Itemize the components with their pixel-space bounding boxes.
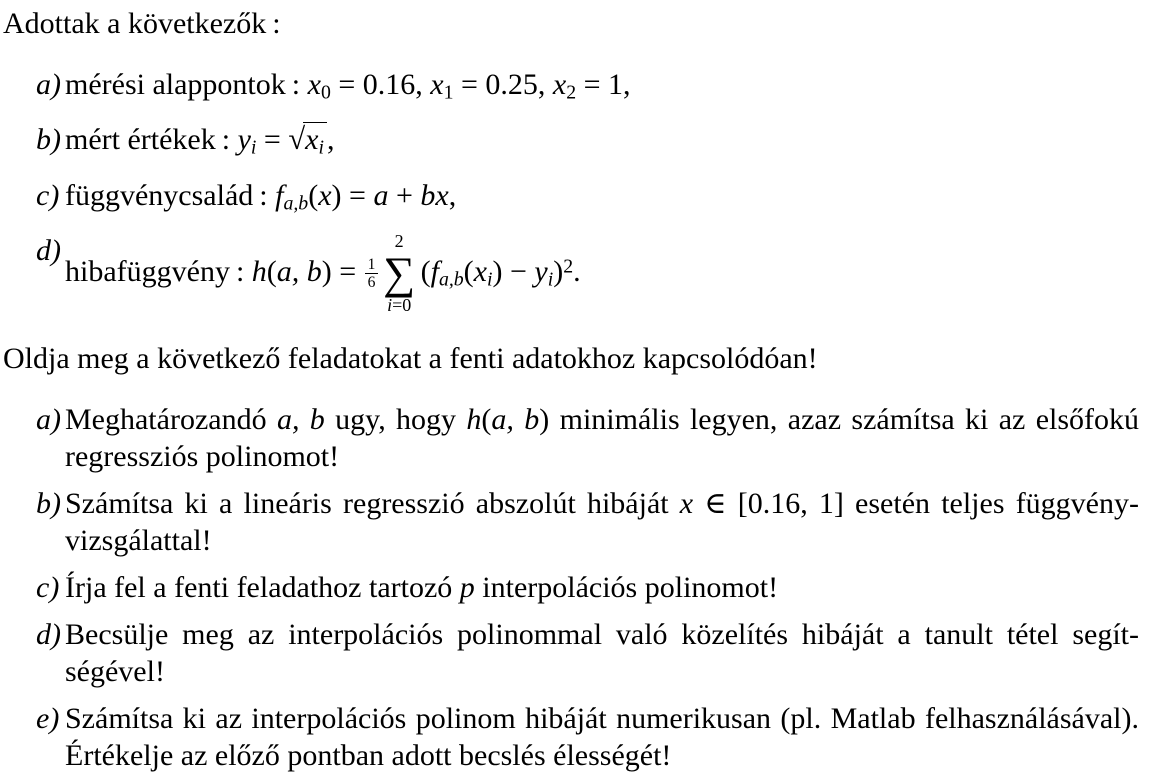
radicand: $x_i$ (303, 122, 327, 159)
list-item (3, 700, 1139, 774)
item-text: Meghatározandó a, b ugy, hogy h(a, b) minimális legyen, azaz számítsa ki az elsőfokú regressziós polinomot! (65, 402, 1140, 473)
fraction (365, 256, 377, 293)
item-label: a) (36, 68, 61, 101)
list-item (3, 66, 1139, 111)
item-text: Számítsa ki az interpolációs polinom hibáját numerikusan (pl. Matlab felhasználásával). Értékelje az előző pontban adott becslés élességét! (65, 701, 1139, 772)
item-label: c) (36, 178, 60, 212)
list-item (3, 232, 1139, 316)
item-text: hibafüggvény : h(a, b) = $\frac{1}{6}$ 2 ∑ i=0 $(f_{a,b}(x_i) - y_i)^2$. (65, 231, 581, 316)
list-item (3, 616, 1139, 690)
sum-upper-limit: 2 (394, 231, 404, 252)
item-text: mért értékek : $y_i = √x_i$ , (65, 121, 335, 159)
item-text: Számítsa ki a lineáris regresszió abszolút hibáját x ∈ [0.16, 1] esetén teljes függvényvizsgálattal! (65, 486, 1140, 557)
item-text: Becsülje meg az interpolációs polinommal való közelítés hibáját a tanult tétel segítségével! (65, 617, 1139, 688)
sigma-symbol: ∑ (383, 248, 416, 299)
sqrt-radical (288, 121, 327, 159)
item-text: Írja fel a fenti feladathoz tartozó p interpolációs polinomot! (65, 570, 779, 604)
item-label: d) (36, 234, 61, 268)
item-label: e) (36, 701, 60, 735)
item-label: a) (36, 402, 61, 436)
item-text: függvénycsalád : $f_{a,b}(x) = a$ + bx, (65, 178, 457, 215)
task-list (3, 401, 1139, 774)
list-item (3, 569, 1139, 606)
item-label: b) (36, 486, 61, 520)
item-label: c) (36, 570, 60, 604)
radical-sign: √ (288, 121, 306, 156)
list-item (3, 121, 1139, 166)
list-item (3, 177, 1139, 222)
item-text: mérési alappontok : $x_0 = 0.16$, $x_1 = 0.25$, $x_2 = 1$, (65, 68, 631, 104)
given-intro: Adottak a következők : (3, 7, 281, 40)
item-label: d) (36, 617, 61, 651)
summation (383, 232, 415, 316)
list-item (3, 485, 1139, 559)
denominator: 6 (365, 273, 377, 292)
given-list (3, 66, 1139, 316)
sum-lower-limit: i=0 (387, 295, 412, 316)
item-label: b) (36, 123, 61, 157)
tasks-intro: Oldja meg a következő feladatokat a fenti adatokhoz kapcsolódóan! (3, 341, 818, 375)
numerator: 1 (367, 255, 376, 273)
list-item (3, 401, 1139, 475)
